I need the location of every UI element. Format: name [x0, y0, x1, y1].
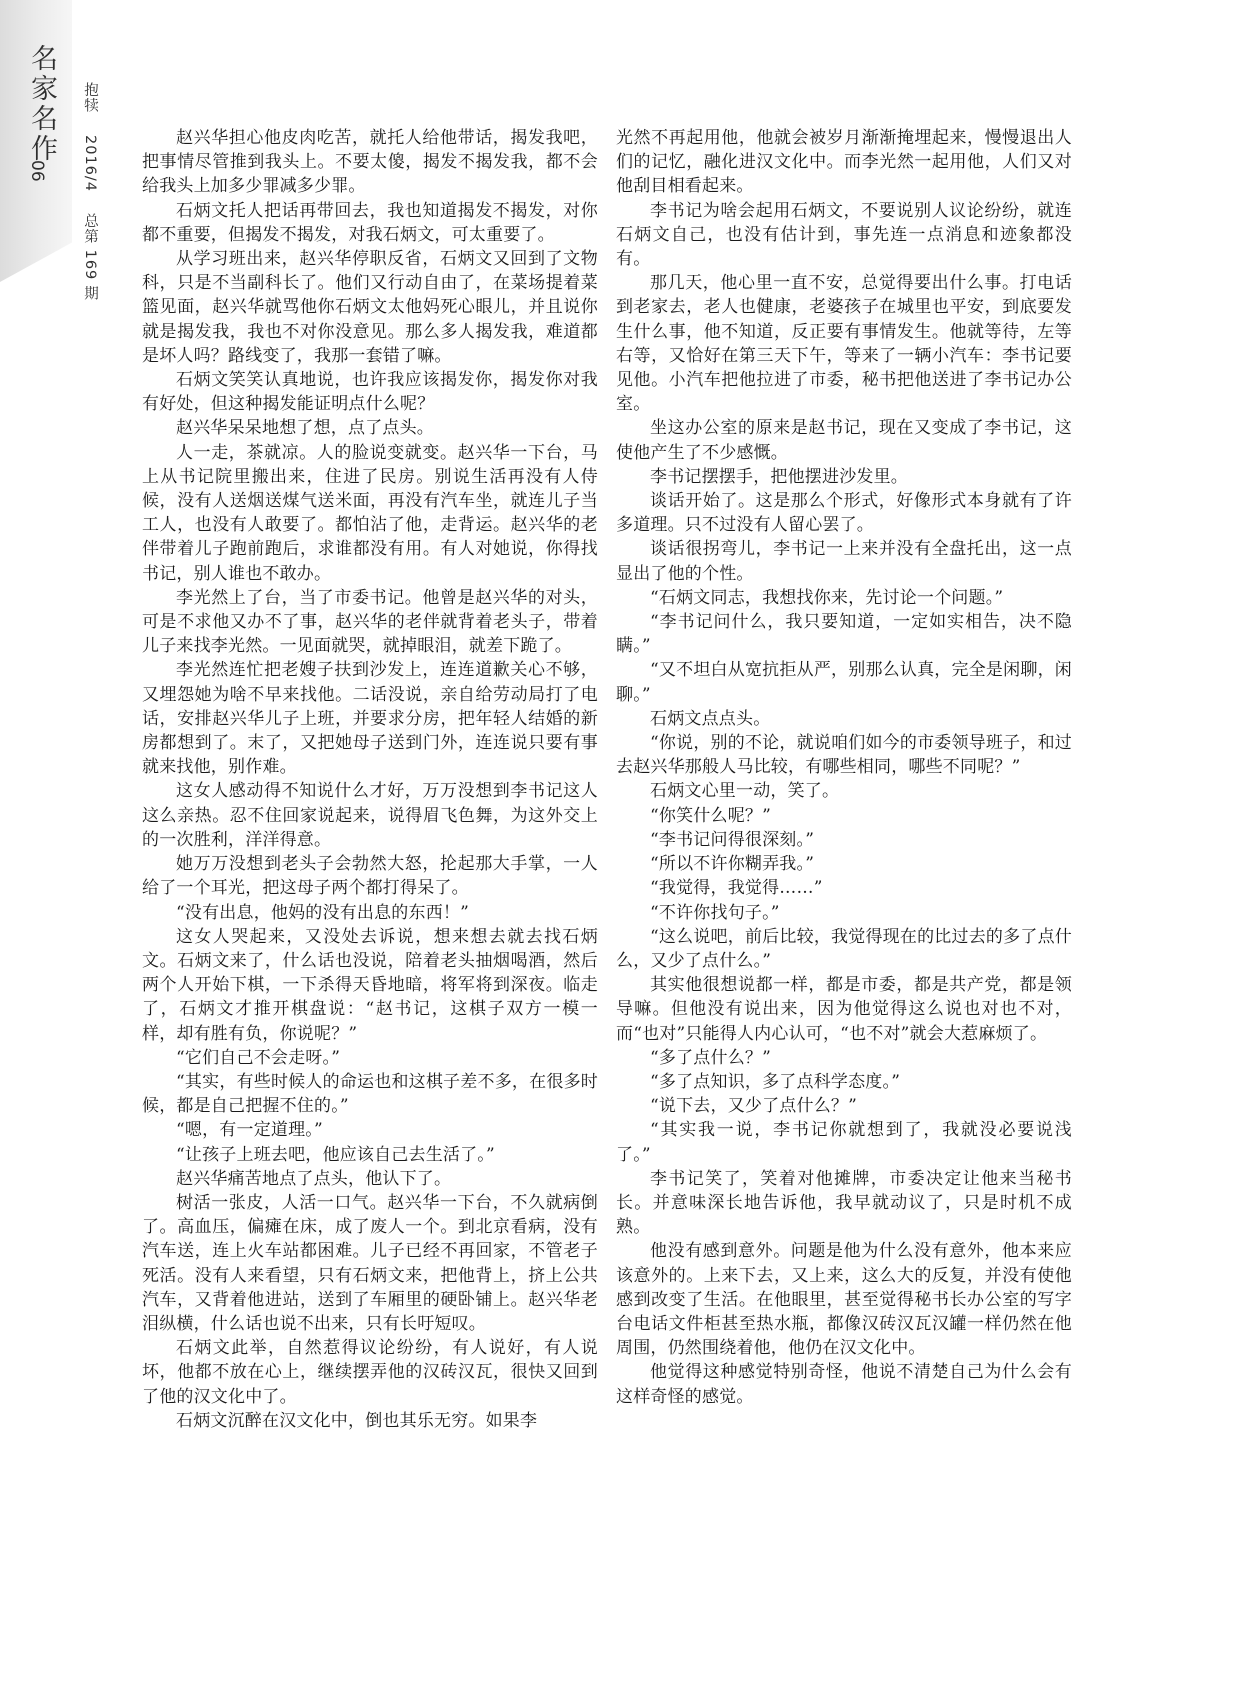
paragraph: 李光然连忙把老嫂子扶到沙发上，连连道歉关心不够，又埋怨她为啥不早来找他。二话没说，亲自给劳动局打了电话，安排赵兴华儿子上班，并要求分房，把年轻人结婚的新房都想到了。末了，又把她母子送到门外，连连说只要有事就来找他，别作难。 — [142, 660, 598, 778]
paragraph: “没有出息，他妈的没有出息的东西！” — [176, 902, 469, 923]
paragraph: “让孩子上班去吧，他应该自己去生活了。” — [176, 1144, 495, 1165]
paragraph: 石炳文笑笑认真地说，也许我应该揭发你，揭发你对我有好处，但这种揭发能证明点什么呢？ — [142, 370, 598, 415]
paragraph: 树活一张皮，人活一口气。赵兴华一下台，不久就病倒了。高血压，偏瘫在床，成了废人一个。到北京看病，没有汽车送，连上火车站都困难。儿子已经不再回家，不管老子死活。没有人来看望，只有石炳文来，把他背上，挤上公共汽车，又背着他进站，送到了车厢里的硬卧铺上。赵兴华老泪纵横，什么话也说不出来，只有长吁短叹。 — [142, 1192, 598, 1334]
paragraph: “你笑什么呢？” — [650, 805, 771, 826]
section-title: 名家名作 — [26, 44, 57, 164]
paragraph: “它们自己不会走呀。” — [176, 1047, 341, 1068]
paragraph: 李书记摆摆手，把他摆进沙发里。 — [650, 466, 908, 487]
journal-name: 抱犊 — [82, 82, 98, 113]
paragraph: 李书记笑了，笑着对他摊牌，市委决定让他来当秘书长。并意味深长地告诉他，我早就动议了，只是时机不成熟。 — [616, 1168, 1072, 1238]
page-number: 06 — [27, 160, 47, 182]
paragraph: 赵兴华呆呆地想了想，点了点头。 — [176, 418, 434, 439]
paragraph: “石炳文同志，我想找你来，先讨论一个问题。” — [650, 587, 1004, 608]
paragraph: “多了点什么？” — [650, 1047, 771, 1068]
paragraph: “李书记问什么，我只要知道，一定如实相告，决不隐瞒。” — [616, 612, 1072, 657]
issue-info — [80, 82, 101, 318]
paragraph: “李书记问得很深刻。” — [650, 829, 815, 850]
paragraph: 人一走，茶就凉。人的脸说变就变。赵兴华一下台，马上从书记院里搬出来，住进了民房。别说生活再没有人侍候，没有人送烟送煤气送米面，再没有汽车坐，就连儿子当工人，也没有人敢要了。都怕沾了他，走背运。赵兴华的老伴带着儿子跑前跑后，求谁都没有用。有人对她说，你得找书记，别人谁也不敢办。 — [142, 442, 598, 584]
article-right-column — [616, 126, 1072, 1409]
paragraph: 其实他很想说都一样，都是市委，都是共产党，都是领导嘛。但他没有说出来，因为他觉得这么说也对也不对，而“也对”只能得人内心认可，“也不对”就会大惹麻烦了。 — [616, 975, 1072, 1044]
paragraph: 赵兴华痛苦地点了点头，他认下了。 — [176, 1168, 452, 1189]
paragraph: 石炳文点点头。 — [650, 708, 771, 729]
paragraph-continued: 光然不再起用他，他就会被岁月渐渐掩埋起来，慢慢退出人们的记忆，融化进汉文化中。而李光然一起用他，人们又对他刮目相看起来。 — [616, 128, 1072, 197]
issue-number: 2016/4 — [82, 134, 98, 192]
paragraph: 谈话很拐弯儿，李书记一上来并没有全盘托出，这一点显出了他的个性。 — [616, 539, 1072, 584]
paragraph: “嗯，有一定道理。” — [176, 1120, 323, 1141]
paragraph: “我觉得，我觉得……” — [650, 878, 823, 899]
paragraph: 她万万没想到老头子会勃然大怒，抡起那大手掌，一人给了一个耳光，把这母子两个都打得呆了。 — [142, 854, 598, 899]
paragraph: “你说，别的不论，就说咱们如今的市委领导班子，和过去赵兴华那般人马比较，有哪些相同，哪些不同呢？” — [616, 733, 1072, 778]
paragraph: “其实，有些时候人的命运也和这棋子差不多，在很多时候，都是自己把握不住的。” — [142, 1071, 598, 1117]
paragraph: 那几天，他心里一直不安，总觉得要出什么事。打电话到老家去，老人也健康，老婆孩子在城里也平安，到底要发生什么事，他不知道，反正要有事情发生。他就等待，左等右等，又恰好在第三天下午，等来了一辆小汽车：李书记要见他。小汽车把他拉进了市委，秘书把他送进了李书记办公室。 — [616, 273, 1072, 415]
paragraph: 从学习班出来，赵兴华停职反省，石炳文又回到了文物科，只是不当副科长了。他们又行动自由了，在菜场提着菜篮见面，赵兴华就骂他你石炳文太他妈死心眼儿，并且说你就是揭发我，我也不对你没意见。那么多人揭发我，难道都是坏人吗？路线变了，我那一套错了嘛。 — [142, 249, 598, 366]
paragraph: 李光然上了台，当了市委书记。他曾是赵兴华的对头，可是不求他又办不了事，赵兴华的老伴就背着老头子，带着儿子来找李光然。一见面就哭，就掉眼泪，就差下跪了。 — [142, 587, 598, 657]
paragraph: 坐这办公室的原来是赵书记，现在又变成了李书记，这使他产生了不少感慨。 — [616, 418, 1072, 463]
paragraph: “不许你找句子。” — [650, 902, 780, 923]
paragraph: 石炳文沉醉在汉文化中，倒也其乐无穷。如果李 — [176, 1410, 538, 1431]
article-left-column — [142, 126, 598, 1433]
paragraph: “多了点知识，多了点科学态度。” — [650, 1071, 901, 1092]
paragraph: 石炳文托人把话再带回去，我也知道揭发不揭发，对你都不重要，但揭发不揭发，对我石炳文，可太重要了。 — [142, 200, 598, 245]
paragraph: 他觉得这种感觉特别奇怪，他说不清楚自己为什么会有这样奇怪的感觉。 — [616, 1362, 1072, 1407]
paragraph: 石炳文此举，自然惹得议论纷纷，有人说好，有人说坏，他都不放在心上，继续摆弄他的汉砖汉瓦，很快又回到了他的汉文化中了。 — [142, 1338, 598, 1407]
paragraph: 这女人哭起来，又没处去诉说，想来想去就去找石炳文。石炳文来了，什么话也没说，陪着老头抽烟喝酒，然后两个人开始下棋，一下杀得天昏地暗，将军将到深夜。临走了，石炳文才推开棋盘说：“赵书记，这棋子双方一模一样，却有胜有负，你说呢？” — [142, 926, 598, 1044]
total-issue: 总第 169 期 — [82, 213, 98, 302]
paragraph: “说下去，又少了点什么？” — [650, 1096, 857, 1117]
paragraph: 李书记为啥会起用石炳文，不要说别人议论纷纷，就连石炳文自己，也没有估计到，事先连一点消息和迹象都没有。 — [616, 200, 1072, 270]
paragraph: 他没有感到意外。问题是他为什么没有意外，他本来应该意外的。上来下去，又上来，这么大的反复，并没有使他感到改变了生活。在他眼里，甚至觉得秘书长办公室的写字台电话文件柜甚至热水瓶，都像汉砖汉瓦汉罐一样仍然在他周围，仍然围绕着他，他仍在汉文化中。 — [616, 1241, 1072, 1359]
paragraph: 谈话开始了。这是那么个形式，好像形式本身就有了许多道理。只不过没有人留心罢了。 — [616, 491, 1072, 536]
paragraph: 赵兴华担心他皮肉吃苦，就托人给他带话，揭发我吧，把事情尽管推到我头上。不要太傻，揭发不揭发我，都不会给我头上加多少罪减多少罪。 — [142, 128, 598, 197]
paragraph: 石炳文心里一动，笑了。 — [650, 781, 840, 802]
paragraph: “所以不许你糊弄我。” — [650, 854, 815, 875]
paragraph: 这女人感动得不知说什么才好，万万没想到李书记这人这么亲热。忍不住回家说起来，说得眉飞色舞，为这外交上的一次胜利，洋洋得意。 — [142, 781, 598, 850]
paragraph: “其实我一说，李书记你就想到了，我就没必要说浅了。” — [616, 1120, 1072, 1165]
paragraph: “又不坦白从宽抗拒从严，别那么认真，完全是闲聊，闲聊。” — [616, 660, 1072, 705]
paragraph: “这么说吧，前后比较，我觉得现在的比过去的多了点什么，又少了点什么。” — [616, 926, 1072, 971]
